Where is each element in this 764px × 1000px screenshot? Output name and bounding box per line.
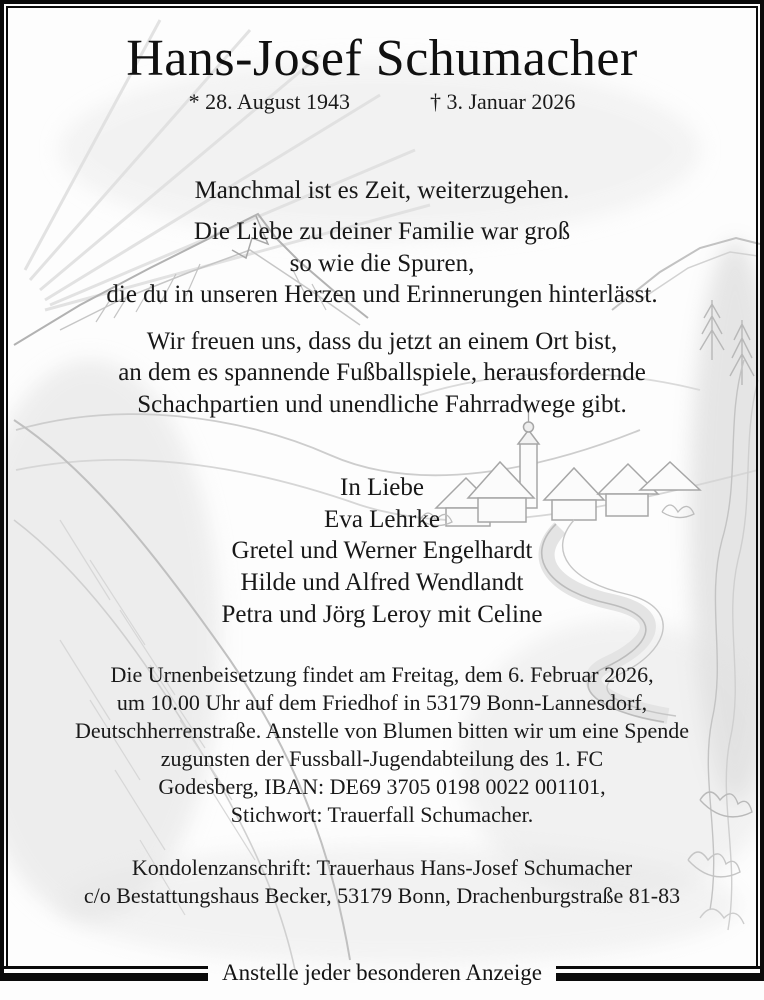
condolence-line: Kondolenzanschrift: Trauerhaus Hans-Josef Schumacher — [131, 854, 633, 880]
verse-line: so wie die Spuren, — [289, 249, 475, 277]
right-double-rule — [556, 966, 764, 981]
funeral-line: Die Urnenbeisetzung findet am Freitag, dem 6. Februar 2026, — [110, 661, 654, 687]
verse-line: Wir freuen uns, dass du jetzt an einem Ort bist, — [146, 328, 618, 356]
funeral-keyword-line: Stichwort: Trauerfall Schumacher. — [230, 802, 534, 828]
mourner-name: Eva Lehrke — [324, 505, 440, 533]
funeral-line: Deutschherrenstraße. Anstelle von Blumen bitten wir um eine Spende — [74, 718, 689, 743]
mourner-name: Gretel und Werner Engelhardt — [231, 537, 533, 565]
death-date: † 3. Januar 2026 — [429, 89, 576, 115]
mourners-list — [54, 472, 710, 631]
funeral-line: zugunsten der Fussball-Jugendabteilung des 1. FC — [160, 746, 604, 772]
birth-date: * 28. August 1943 — [188, 89, 350, 115]
footer-banner-text: Anstelle jeder besonderen Anzeige — [222, 960, 542, 985]
footer-banner — [0, 956, 764, 990]
verse-joy — [54, 326, 710, 420]
condolence-address — [54, 854, 710, 910]
funeral-details — [54, 661, 710, 830]
mourners-intro: In Liebe — [340, 473, 424, 501]
verse-line: Manchmal ist es Zeit, weiterzugehen. — [194, 177, 570, 205]
notice-content — [8, 8, 756, 960]
deceased-name: Hans-Josef Schumacher — [126, 30, 638, 87]
left-double-rule — [0, 966, 208, 981]
verse-love — [54, 216, 710, 310]
verse-opening — [54, 175, 710, 206]
verse-line: an dem es spannende Fußballspiele, herausfordernde — [118, 359, 646, 387]
mourner-name: Hilde und Alfred Wendlandt — [240, 569, 524, 597]
verse-line: die du in unseren Herzen und Erinnerungen hinterlässt. — [106, 280, 658, 308]
mourner-name: Petra und Jörg Leroy mit Celine — [221, 600, 543, 628]
funeral-iban-line: Godesberg, IBAN: DE69 3705 0198 0022 001101, — [158, 774, 606, 800]
verse-line: Die Liebe zu deiner Familie war groß — [193, 218, 571, 246]
verse-line: Schachpartien und unendliche Fahrradwege gibt. — [137, 390, 627, 418]
life-dates — [54, 89, 710, 115]
condolence-line: c/o Bestattungshaus Becker, 53179 Bonn, Drachenburgstraße 81-83 — [83, 882, 681, 908]
funeral-line: um 10.00 Uhr auf dem Friedhof in 53179 Bonn-Lannesdorf, — [116, 689, 648, 715]
